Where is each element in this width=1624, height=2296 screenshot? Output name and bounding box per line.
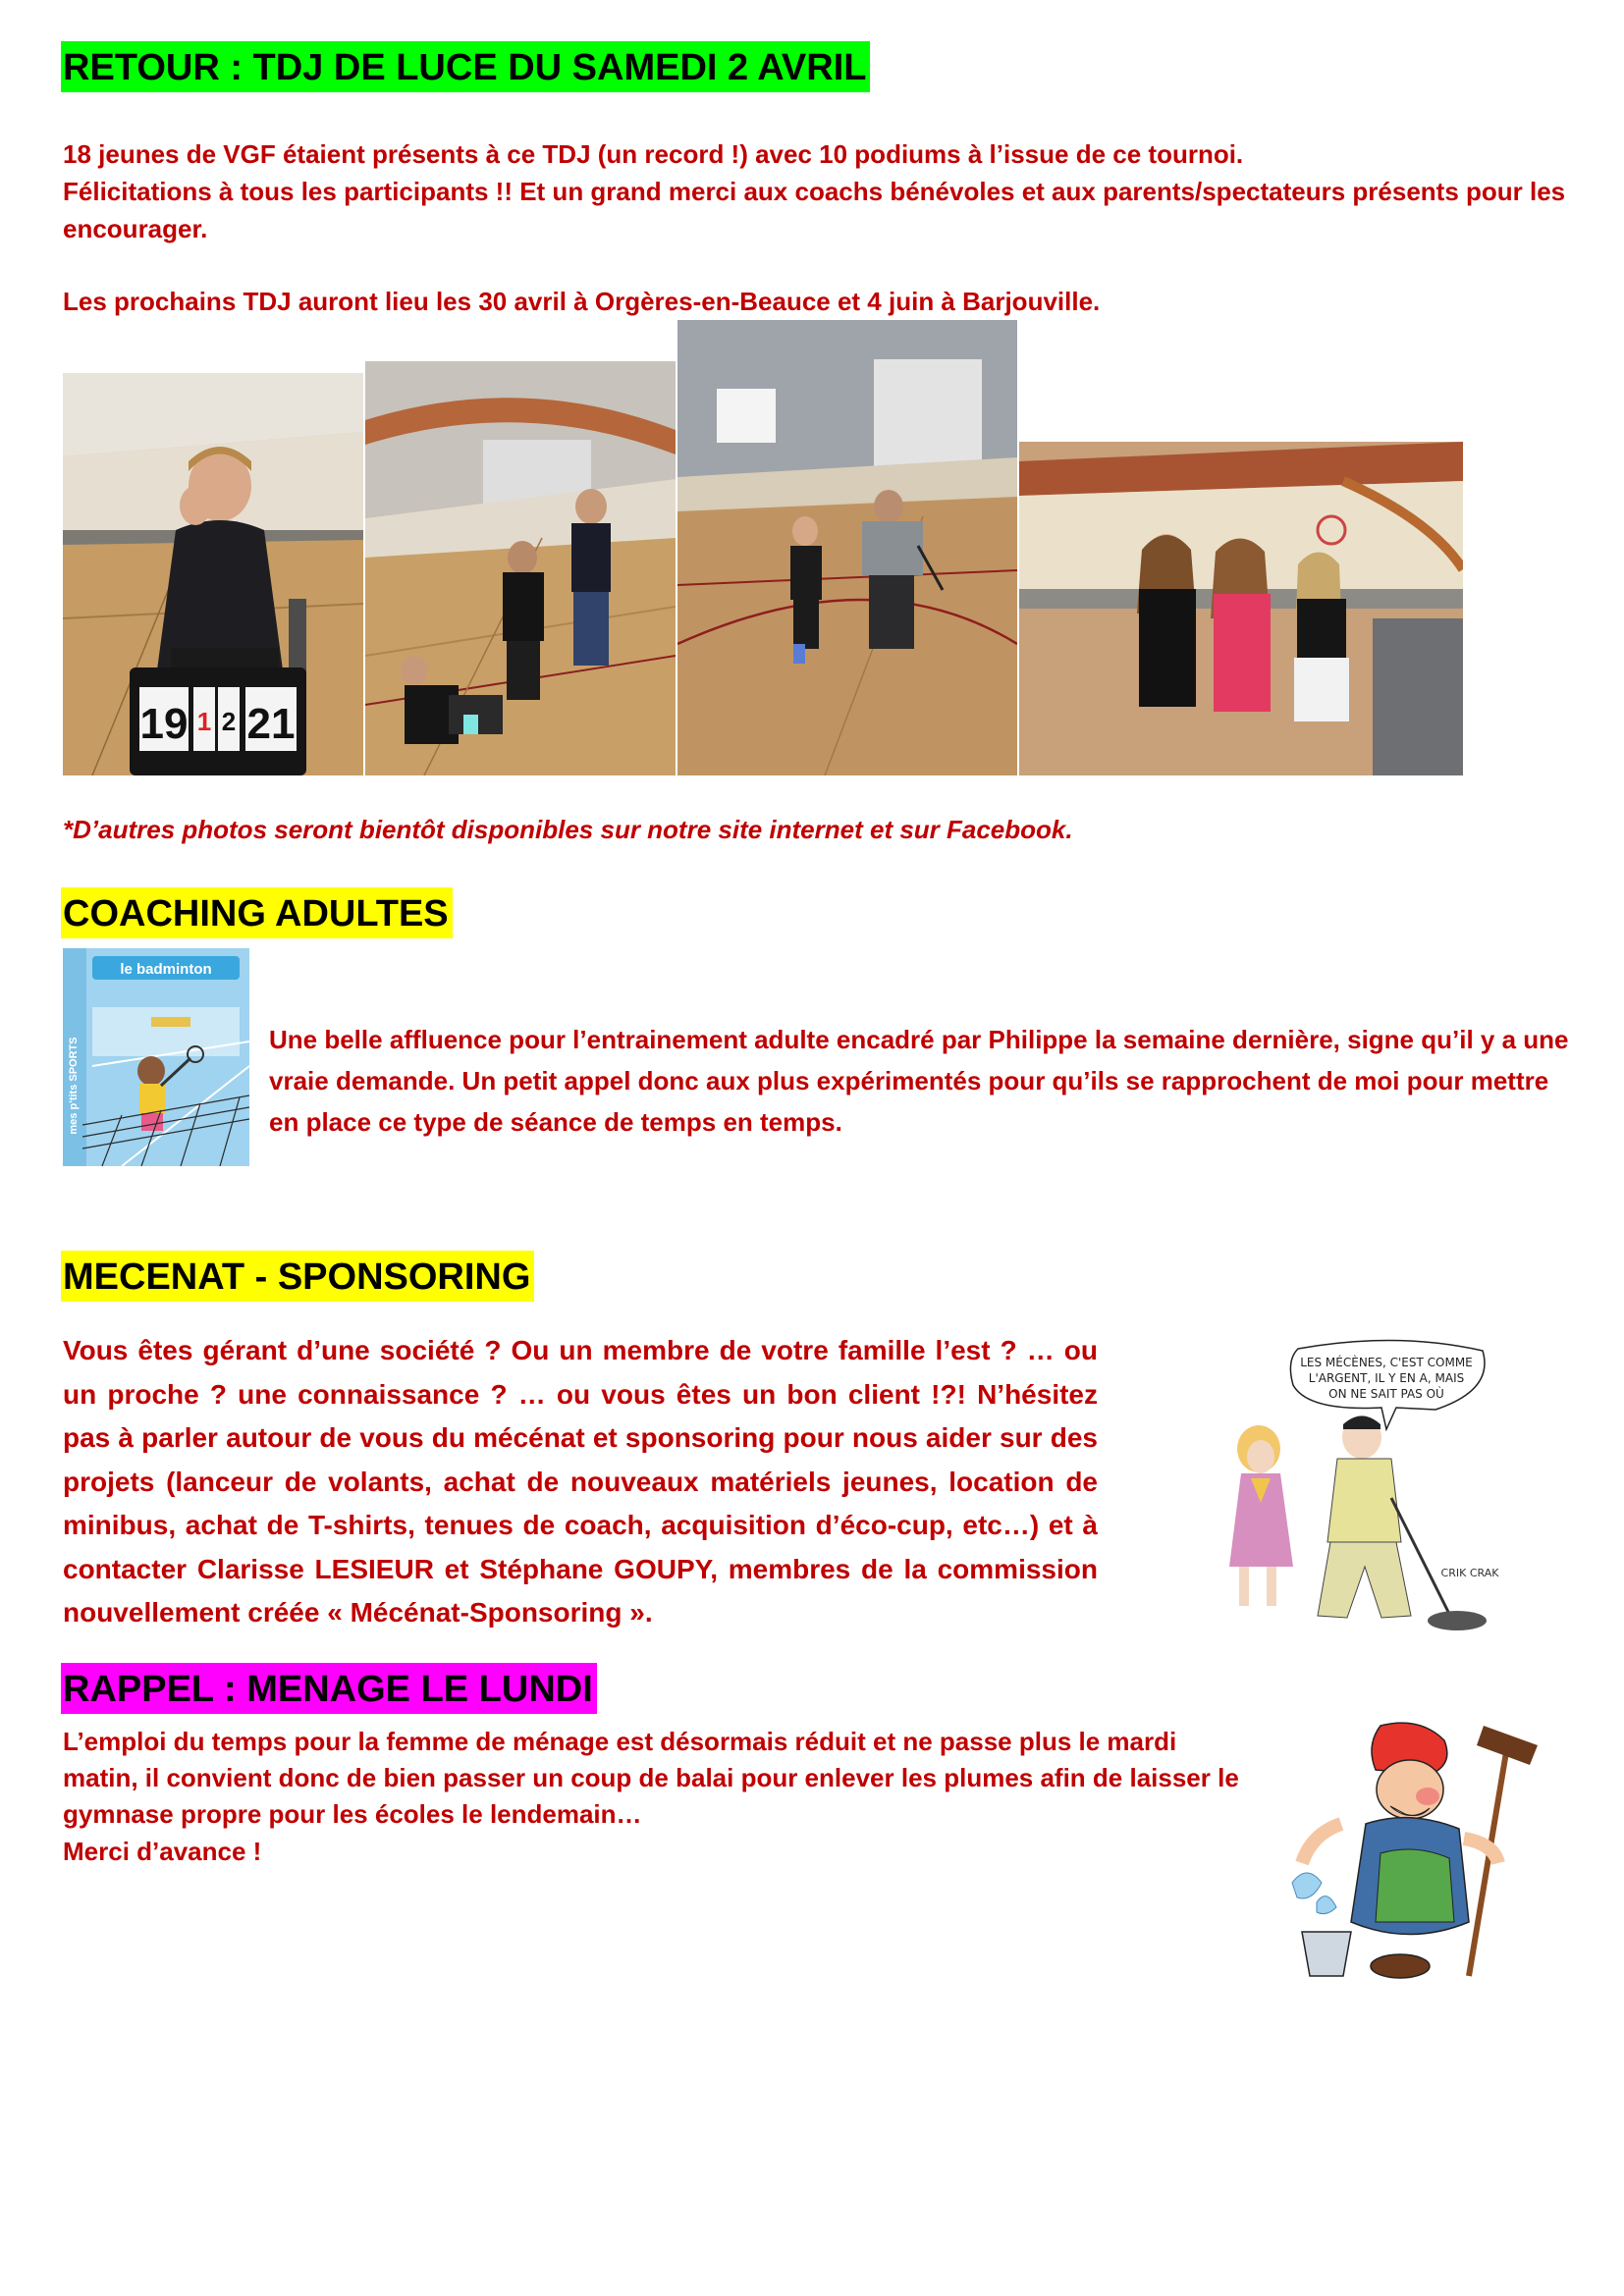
tdj-results-text: 18 jeunes de VGF étaient présents à ce TDJ (un record !) avec 10 podiums à l’issue de ce tournoi.: [63, 139, 1244, 169]
mecenat-text: Vous êtes gérant d’une société ? Ou un membre de votre famille l’est ? … ou un proche ? une connaissance ? … ou vous êtes un bon client !?! N’hésitez pas à parler autour de vous du mécénat et sponsoring pour nous aider sur des projets (lanceur de volants, achat de nouveaux matériels jeunes, location de minibus, achat de T-shirts, tenues de coach, acquisition d’éco-cup, etc…) et à contacter Clarisse LESIEUR et Stéphane GOUPY, membres de la commission nouvellement créée « Mécénat-Sponsoring ».: [63, 1335, 1098, 1628]
score-mid-a: 1: [196, 707, 212, 736]
score-right: 21: [246, 700, 296, 748]
score-mid-b: 2: [221, 707, 237, 736]
section-heading-mecenat: MECENAT - SPONSORING: [61, 1251, 534, 1302]
bubble-line-3: ON NE SAIT PAS OÙ: [1328, 1387, 1444, 1401]
more-photos-note: *D’autres photos seront bientôt disponibles sur notre site internet et sur Facebook.: [63, 815, 1073, 844]
book-title: le badminton: [120, 961, 212, 978]
photo-gym-boys: [365, 361, 676, 775]
cartoon-sound: CRIK CRAK: [1440, 1567, 1499, 1579]
score-left: 19: [139, 700, 189, 748]
bubble-line-1: LES MÉCÈNES, C'EST COMME: [1300, 1356, 1473, 1369]
photo-gym-coach: [677, 320, 1017, 775]
book-series: mes p'tits SPORTS: [68, 1037, 80, 1135]
cartoon-metal-detector: [1200, 1331, 1502, 1643]
coaching-adultes-text: Une belle affluence pour l’entrainement adulte encadré par Philippe la semaine dernière, signe qu’il y a une vraie demande. Un petit appel donc aux plus expérimentés pour qu’ils se rapprochent de moi pour mettre en place ce type de séance de temps en temps.: [269, 1025, 1569, 1137]
photo-three-girls: [1019, 442, 1463, 775]
badminton-book-cover: [63, 948, 249, 1166]
section-heading-tdj-luce: RETOUR : TDJ DE LUCE DU SAMEDI 2 AVRIL: [61, 41, 870, 92]
section-heading-menage: RAPPEL : MENAGE LE LUNDI: [61, 1663, 597, 1714]
menage-thanks: Merci d’avance !: [63, 1837, 262, 1866]
tdj-thanks-text: Félicitations à tous les participants !! Et un grand merci aux coachs bénévoles et aux parents/spectateurs présents pour les encourager.: [63, 177, 1566, 243]
cartoon-cleaning-lady: [1272, 1716, 1542, 1987]
bubble-line-2: L'ARGENT, IL Y EN A, MAIS: [1308, 1371, 1465, 1385]
menage-text: L’emploi du temps pour la femme de ménage est désormais réduit et ne passe plus le mardi matin, il convient donc de bien passer un coup de balai pour enlever les plumes afin de laisser le gymnase propre pour les écoles le lendemain…: [63, 1727, 1239, 1829]
tdj-next-dates-text: Les prochains TDJ auront lieu les 30 avril à Orgères-en-Beauce et 4 juin à Barjouville.: [63, 287, 1101, 316]
section-heading-coaching-adultes: COACHING ADULTES: [61, 887, 453, 938]
photo-child-scoreboard: [63, 373, 363, 775]
